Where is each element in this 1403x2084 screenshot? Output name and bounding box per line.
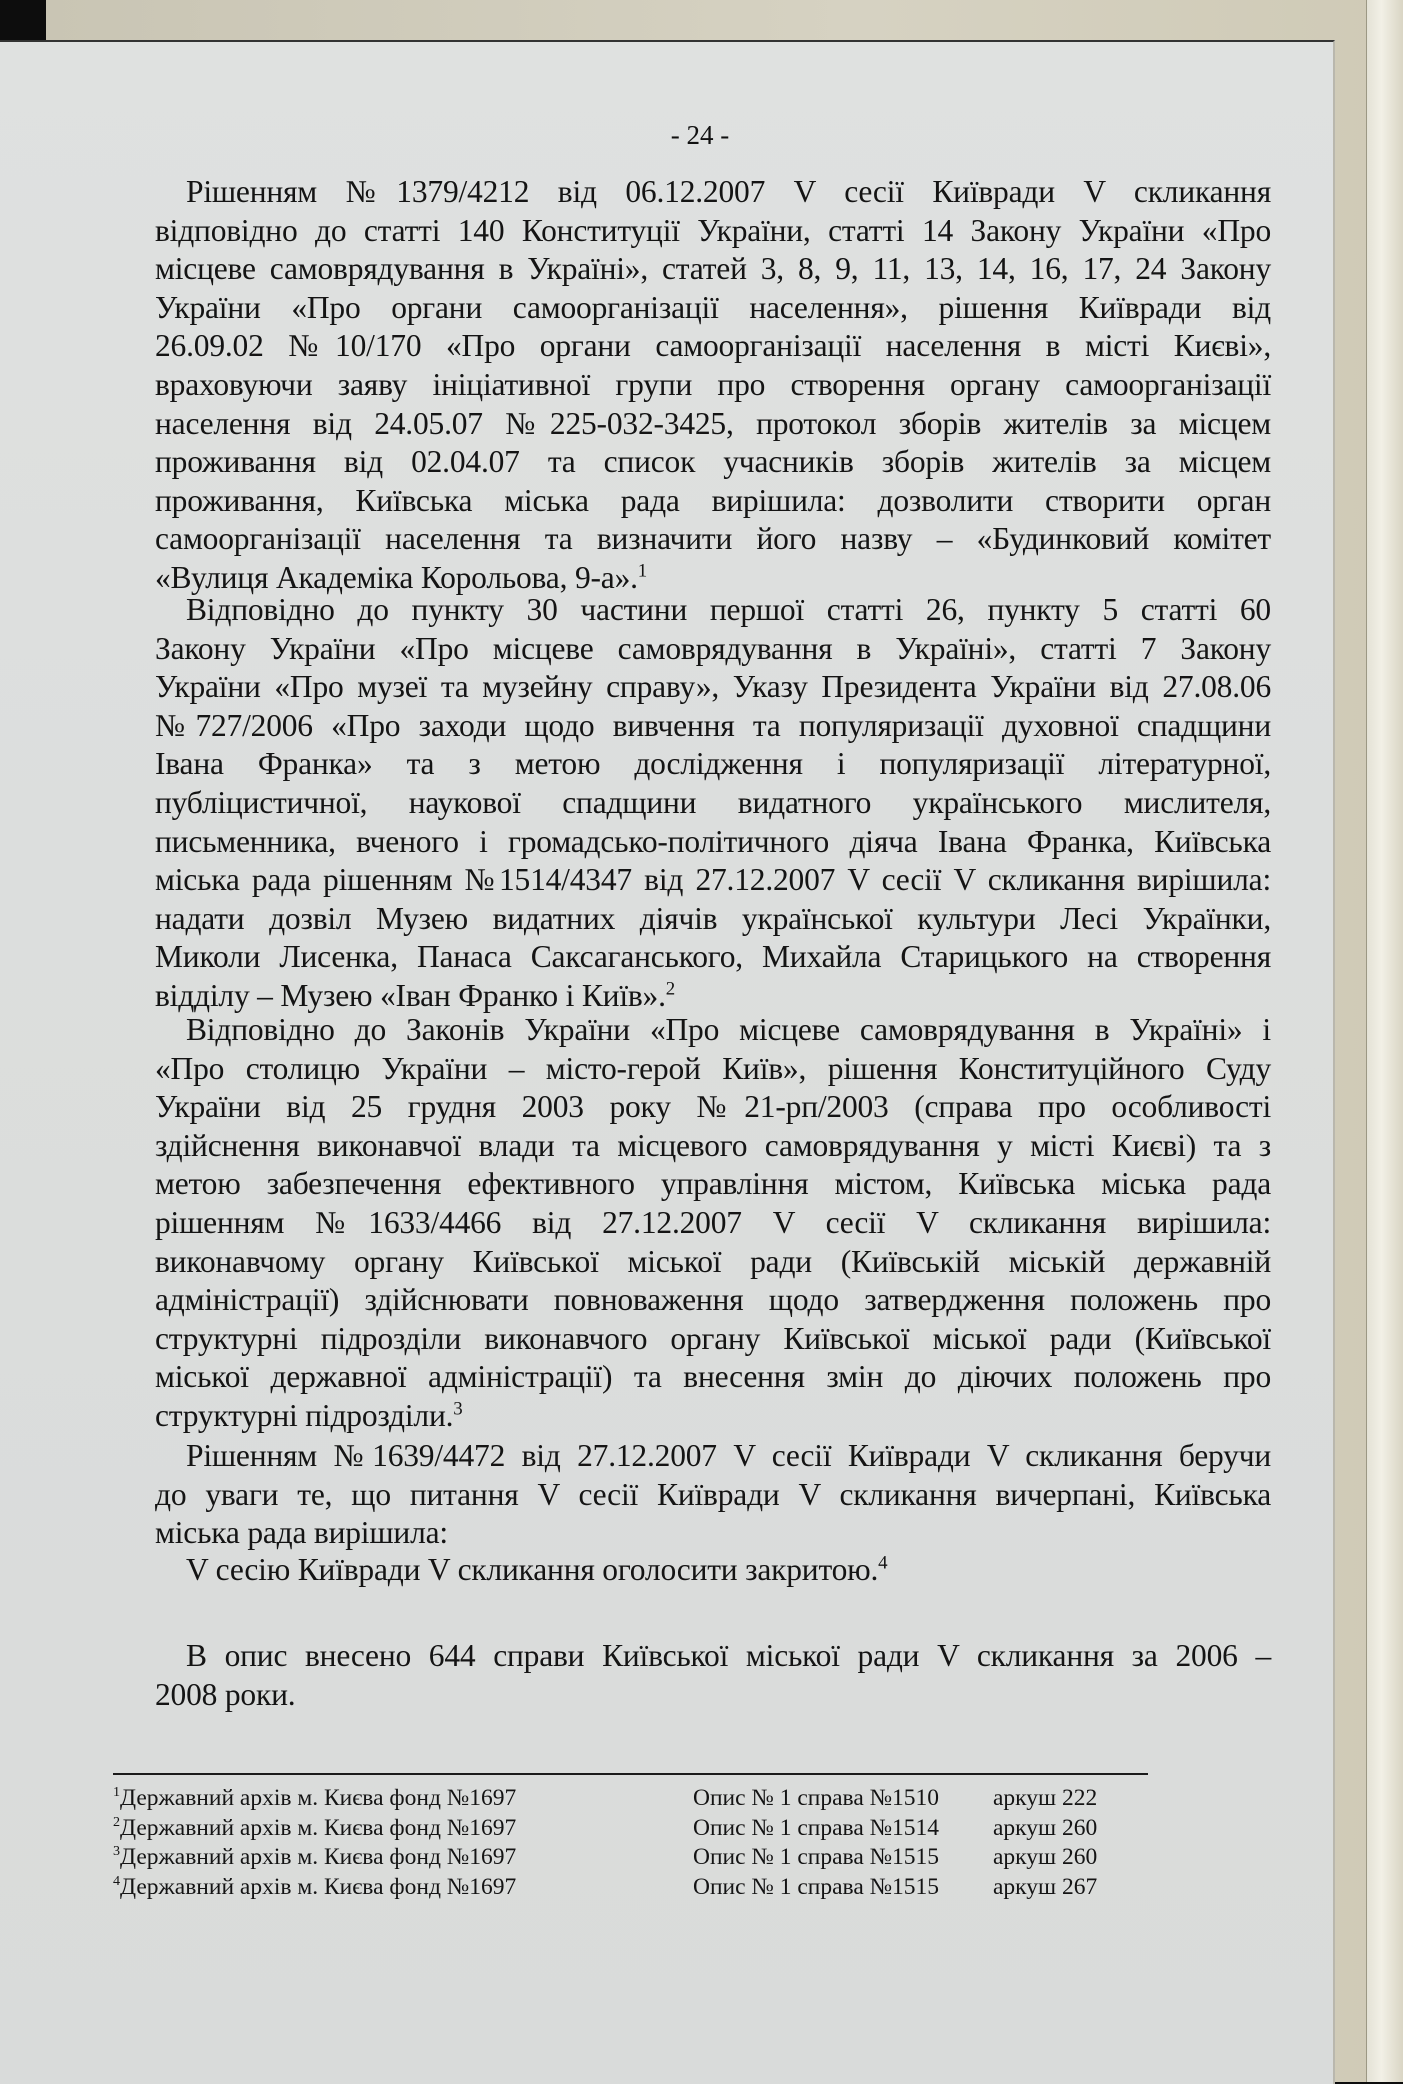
paragraph-line: [155, 482, 1271, 520]
paragraph-line: [186, 1437, 1271, 1475]
paragraph-line: [155, 405, 1271, 443]
footnote-source: [113, 1843, 516, 1871]
footnote-source: [113, 1873, 516, 1901]
line-text: V сесію Київради V скликання оголосити закритою.: [186, 1552, 879, 1587]
line-text: виконавчому органу Київської міської ради (Київській міській державній: [155, 1243, 1271, 1279]
page-stack-edge: [1366, 0, 1403, 2082]
line-text: структурні підрозділи виконавчого органу Київської міської ради (Київської: [155, 1320, 1271, 1356]
paragraph-line: [155, 1676, 1271, 1714]
paragraph-line: [155, 784, 1271, 822]
paragraph-line: [155, 250, 1271, 288]
footnote-ref: Опис № 1 справа №1515: [693, 1844, 940, 1870]
paragraph-line: [155, 1397, 1271, 1435]
line-text: Миколи Лисенка, Панаса Саксаганського, Михайла Старицького на створення: [155, 939, 1271, 975]
line-text: відповідно до статті 140 Конституції України, статті 14 Закону України «Про: [155, 212, 1271, 248]
paragraph-line: [155, 212, 1271, 250]
footnote-sheet: аркуш 267: [993, 1873, 1098, 1900]
line-text: Відповідно до Законів України «Про місцеве самоврядування в Україні» і: [186, 1012, 1271, 1047]
line-text: Закону України «Про місцеве самоврядування в Україні», статті 7 Закону: [155, 630, 1271, 666]
footnote-source: [113, 1814, 516, 1842]
paragraph-line: [155, 1476, 1271, 1514]
footnote-source-text: Державний архів м. Києва фонд №1697: [120, 1814, 517, 1841]
footnote-mark: 4: [878, 1552, 888, 1574]
line-text: до уваги те, що питання V сесії Київради V скликання вичерпані, Київська: [155, 1476, 1271, 1512]
line-text: міської державної адміністрації) та внесення змін до діючих положень про: [155, 1359, 1271, 1395]
paragraph-line: [155, 823, 1271, 861]
line-text: «Про столицю України – місто-герой Київ», рішення Конституційного Суду: [155, 1050, 1271, 1086]
line-text: враховуючи заяву ініціативної групи про створення органу самоорганізації: [155, 367, 1271, 402]
line-text: письменника, вченого і громадсько-політичного діяча Івана Франка, Київська: [155, 823, 1271, 859]
line-text: здійснення виконавчої влади та місцевого самоврядування у місті Києві) та з: [155, 1127, 1271, 1163]
paragraph-line: [186, 1637, 1271, 1675]
line-text: проживання від 02.04.07 та список учасників зборів жителів за місцем: [155, 444, 1271, 480]
footnote-mark: 3: [453, 1398, 463, 1420]
line-text: 26.09.02 №10/170 «Про органи самоорганізації населення в місті Києві»,: [155, 328, 1271, 364]
footnote-sheet: аркуш 260: [993, 1814, 1098, 1841]
footnote-ref: Опис № 1 справа №1514: [693, 1814, 940, 1841]
paragraph-line: [155, 327, 1271, 365]
footnote-mark: 2: [665, 978, 676, 1000]
footnote-sheet: аркуш 222: [993, 1785, 1098, 1811]
footnote-mark: 1: [637, 560, 648, 582]
line-text: міська рада вирішила:: [155, 1515, 448, 1551]
line-text: Рішенням №1379/4212 від 06.12.2007 V сесії Київради V скликання: [186, 174, 1271, 209]
footnote-ref: Опис № 1 справа №1510: [693, 1785, 940, 1811]
paragraph-line: [186, 173, 1271, 211]
footnote-source: [113, 1784, 516, 1812]
line-text: №727/2006 «Про заходи щодо вивчення та популяризації духовної спадщини: [155, 707, 1271, 743]
paragraph-line: [186, 1551, 1271, 1589]
line-text: надати дозвіл Музею видатних діячів української культури Лесі Українки,: [155, 900, 1271, 936]
footnote-separator: [113, 1773, 1148, 1775]
paragraph-line: [155, 1165, 1271, 1203]
line-text: проживання, Київська міська рада вирішила: дозволити створити орган: [155, 482, 1271, 518]
line-text: Відповідно до пункту 30 частини першої статті 26, пункту 5 статті 60: [186, 592, 1271, 627]
line-text: міська рада рішенням №1514/4347 від 27.12.2007 V сесії V скликання вирішила:: [155, 862, 1271, 898]
line-text: рішенням №1633/4466 від 27.12.2007 V сесії V скликання вирішила:: [155, 1205, 1271, 1240]
line-text: «Вулиця Академіка Корольова, 9-а».: [155, 560, 638, 595]
line-text: Івана Франка» та з метою дослідження і популяризації літературної,: [155, 746, 1271, 782]
line-text: України від 25 грудня 2003 року №21-рп/2003 (справа про особливості: [155, 1089, 1271, 1125]
line-text: місцеве самоврядування в Україні», статей 3, 8, 9, 11, 13, 14, 16, 17, 24 Закону: [155, 251, 1271, 287]
paragraph-line: [155, 366, 1271, 404]
paragraph-line: [155, 289, 1271, 327]
paragraph-line: [155, 861, 1271, 899]
footnote-number: 3: [113, 1843, 121, 1860]
line-text: України «Про музеї та музейну справу», Указу Президента України від 27.08.06: [155, 669, 1271, 705]
paragraph-line: [155, 668, 1271, 706]
line-text: В опис внесено 644 справи Київської міської ради V скликання за 2006 –: [186, 1638, 1271, 1673]
paragraph-line: [155, 1514, 1271, 1552]
paragraph-line: [155, 1088, 1271, 1126]
footnote-sheet: аркуш 260: [993, 1844, 1098, 1870]
paragraph-line: [155, 977, 1271, 1015]
line-text: Рішенням №1639/4472 від 27.12.2007 V сесії Київради V скликання беручи: [186, 1438, 1271, 1473]
paragraph-line: [155, 443, 1271, 481]
line-text: самоорганізації населення та визначити його назву – «Будинковий комітет: [155, 521, 1271, 557]
line-text: публіцистичної, наукової спадщини видатного українського мислителя,: [155, 785, 1271, 820]
footnote-number: 1: [113, 1784, 121, 1801]
line-text: метою забезпечення ефективного управління містом, Київська міська рада: [155, 1166, 1271, 1202]
paragraph-line: [155, 520, 1271, 558]
paragraph-line: [155, 707, 1271, 745]
paragraph-line: [186, 591, 1271, 629]
footnote-source-text: Державний архів м. Києва фонд №1697: [120, 1785, 517, 1811]
line-text: України «Про органи самоорганізації населення», рішення Київради від: [155, 289, 1271, 325]
paragraph-line: [155, 745, 1271, 783]
line-text: адміністрації) здійснювати повноваження щодо затвердження положень про: [155, 1282, 1271, 1318]
paragraph-line: [155, 1281, 1271, 1319]
page-number: - 24 -: [670, 120, 730, 150]
line-text: структурні підрозділи.: [155, 1398, 454, 1433]
paragraph-line: [155, 630, 1271, 668]
footnote-source-text: Державний архів м. Києва фонд №1697: [120, 1873, 517, 1900]
line-text: населення від 24.05.07 №225-032-3425, протокол зборів жителів за місцем: [155, 405, 1271, 441]
footnote-number: 2: [113, 1813, 121, 1830]
paragraph-line: [186, 1011, 1271, 1049]
paragraph-line: [155, 938, 1271, 976]
paragraph-line: [155, 1243, 1271, 1281]
footnote-number: 4: [113, 1872, 121, 1889]
paragraph-line: [155, 1320, 1271, 1358]
paragraph-line: [155, 1204, 1271, 1242]
paragraph-line: [155, 1050, 1271, 1088]
paragraph-line: [155, 1127, 1271, 1165]
footnote-source-text: Державний архів м. Києва фонд №1697: [120, 1844, 517, 1870]
paragraph-line: [155, 900, 1271, 938]
footnote-ref: Опис № 1 справа №1515: [693, 1873, 940, 1900]
paragraph-line: [155, 1358, 1271, 1396]
line-text: відділу – Музею «Іван Франко і Київ».: [155, 978, 666, 1013]
line-text: 2008 роки.: [155, 1676, 296, 1712]
